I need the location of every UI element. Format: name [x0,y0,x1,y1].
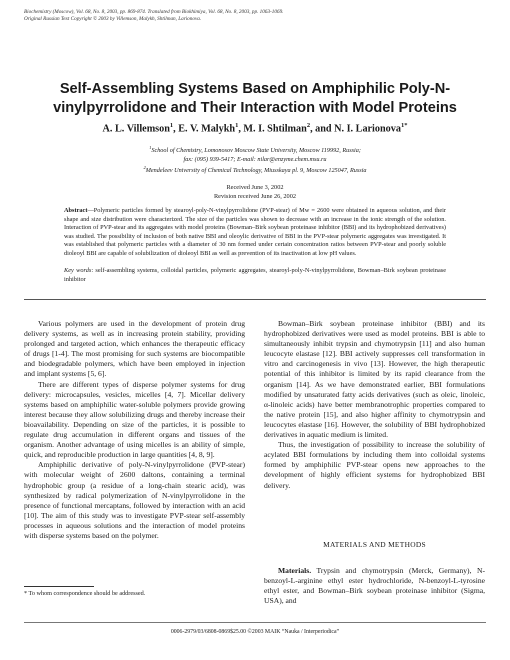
body-paragraph: Thus, the investigation of possibility to increase the solubility of acylated BBI formulations by including them into colloidal systems formed by amphiphilic PVP-stear opens new approaches to the development of highly efficient systems for hydrophobized BBI delivery. [264,440,485,490]
copyright-line: Original Russian Text Copyright © 2003 by Villemson, Malykh, Shtilman, Larionova. [24,15,202,22]
received-dates [30,184,480,201]
abstract [64,207,446,259]
received-date: Received June 3, 2002 [226,184,284,191]
header-divider [24,299,486,300]
body-paragraph: Amphiphilic derivative of poly-N-vinylpyrrolidone (PVP-stear) with molecular weight of 2600 daltons, containing a terminal hydrophobic group (a residue of a long-chain stearic acid), was synthesized by radical polymerization of N-vinylpyrrolidone in the presence of functional mercaptans, followed by interaction with an acid [10]. The aim of this study was to investigate PVP-stear self-assembly processes in aqueous solutions and the interaction of model proteins with disperse systems based on the polymer. [24,460,245,540]
keywords-label: Key words [64,267,92,274]
methods-text: Trypsin and chymotrypsin (Merck, Germany), N-benzoyl-L-arginine ethyl ester hydrochloride, N-benzoyl-L-tyrosine ethyl ester, and Bowman–Birk soybean proteinase inhibitor (Sigma, USA), and [264,566,485,606]
author-name: N. I. Larionova [334,123,401,135]
author-name: M. I. Shtilman [243,123,307,135]
footer-divider [24,622,486,623]
author-affiliation-mark: 1 [235,122,239,129]
journal-header [24,9,324,22]
section-heading: MATERIALS AND METHODS [323,540,426,549]
author-name: A. L. Villemson [102,123,170,135]
author-list: A. L. Villemson$^1$, E. V. Malykh$^1$, M. I. Shtilman$^2$, and N. I. Larionova$^{1*}$ [102,122,408,135]
body-paragraph: Various polymers are used in the development of protein drug delivery systems, as well as in increasing protein stability, providing prolonged and targeted action, which enhances the therapeutic efficacy of drugs [1-4]. The most promising for such systems are biocompatible and biodegradable polymers, which have been employed in injection and implant systems [5, 6]. [24,319,245,379]
body-paragraph: Bowman–Birk soybean proteinase inhibitor (BBI) and its hydrophobized derivatives were used as model proteins. BBI is able to simultaneously inhibit trypsin and chymotrypsin [11] and also human leucocyte elastase [12]. BBI actively suppresses cell transformation in vitro and carcinogenesis in vivo [13]. However, the high therapeutic potential of this inhibitor is limited by its rapid clearance from the organism [14]. As we have demonstrated earlier, BBI formulations modified by unsaturated fatty acids derivatives (such as oleic, linoleic, α-linoleic acids) have better membranotrophic properties compared to the native protein [15], and also higher affinity to chymotrypsin and leucocytes elastase [16]. However, the solubility of BBI hydrophobized derivatives in aquatic medium is limited. [264,319,485,440]
author-affiliation-mark: 2 [306,122,311,129]
journal-citation: Biochemistry (Moscow), Vol. 68, No. 8, 2003, pp. 869-874. Translated from Biokhimiya, Vol. 68, No. 8, 2003, pp. 1063-1069. [24,9,284,15]
methods-paragraph [264,566,485,606]
body-column-left [24,319,245,541]
author-name: E. V. Malykh [178,123,236,135]
affiliation-contact: fax: (095) 939-5417; E-mail: nilar@enzyme.chem.msu.ru [183,155,327,163]
methods-label: Materials. [278,566,312,575]
affiliation-2: $^2$Mendeleev University of Chemical Technology, Miusskaya pl. 9, Moscow 125047, Russia [143,165,367,175]
body-column-right [264,319,485,491]
footnote-divider [24,586,94,587]
keywords [64,267,446,284]
affiliations [30,144,480,176]
paper-title: Self-Assembling Systems Based on Amphiphilic Poly-N-vinylpyrrolidone and Their Interaction with Model Proteins [53,81,457,116]
body-paragraph: There are different types of disperse polymer systems for drug delivery: microcapsules, vesicles, micelles [4, 7]. Micellar delivery systems based on amphiphilic water-soluble polymers provide growing interest because they allow solubilizing drugs and thereby increase their bioavailability. Depending on size of the particles, it is possible to regulate drug accumulation in different organs and tissues of the organism. Another advantage of using micelles is an ability of simple, quick, and reproducible production in large quantities [4, 8, 9]. [24,379,245,460]
footnote: * To whom correspondence should be addressed. [24,590,146,597]
affiliation-1: $^1$School of Chemistry, Lomonosov Moscow State University, Moscow 119992, Russia; [149,145,361,155]
abstract-label: Abstract [64,207,88,214]
abstract-text: —Polymeric particles formed by stearoyl-poly-N-vinylpyrrolidone (PVP-stear) of Mw = 2600 were obtained in aqueous solution, and their shape and size distribution were characterized. The size of the particles was shown to decrease with an increase in the ionic strength of the solution. Interaction of PVP-stear and its aggregates with model proteins (Bowman–Birk soybean proteinase inhibitor (BBI) and its hydrophobized derivatives) was studied. The possibility of inclusion of both native BBI and oleoylic derivative of BBI in the PVP-stear polymeric aggregates was investigated. It was established that polymeric particles with a diameter of 30 nm formed under certain concentration ratios between PVP-stear and poorly soluble dioleoyl BBI are capable of solubilization of dioleoyl BBI as well as prevention of its inactivation at low pH values. [64,207,446,257]
page-footer: 0006-2979/03/6808-0869$25.00 ©2003 MAIK “Nauka / Interperiodica” [170,629,340,635]
author-affiliation-mark: 1* [400,122,408,129]
keywords-text: : self-assembling systems, colloidal particles, polymeric aggregates, stearoyl-poly-N-vinylpyrrolidone, Bowman–Birk soybean proteinase inhibitor [64,267,446,283]
revision-date: Revision received June 26, 2002 [213,192,297,200]
author-affiliation-mark: 1 [169,122,174,129]
